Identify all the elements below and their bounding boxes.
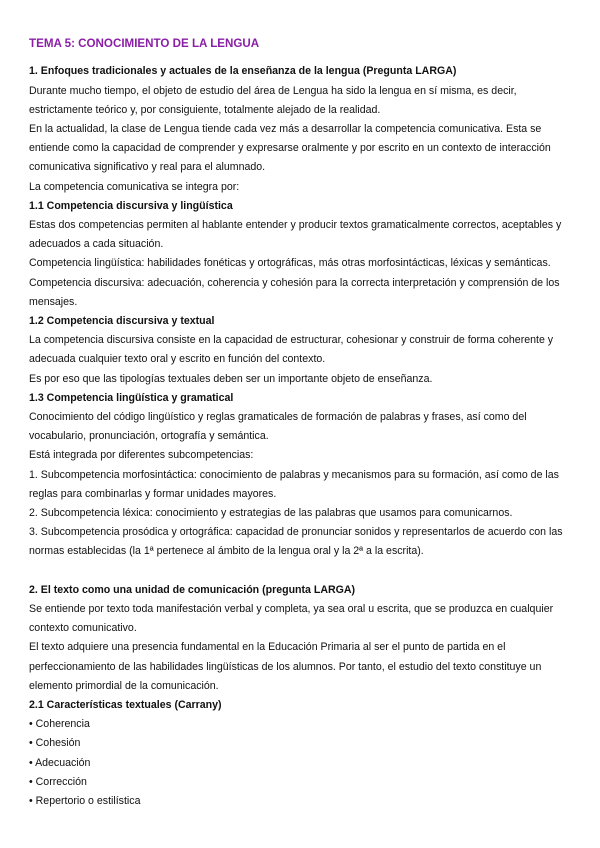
section-1-3-paragraph-1: Conocimiento del código lingüístico y reglas gramaticales de formación de palabras y frases, así como del vocabulario, pronunciación, ortografía y semántica.	[29, 410, 527, 443]
document-title: TEMA 5: CONOCIMIENTO DE LA LENGUA	[29, 37, 260, 50]
section-1-3-paragraph-2: Está integrada por diferentes subcompetencias:	[29, 449, 254, 462]
section-1-3-paragraph-3: 1. Subcompetencia morfosintáctica: conocimiento de palabras y mecanismos para su formación, así como de las reglas para combinarlas y formar unidades mayores.	[29, 468, 559, 500]
list-item: • Corrección	[29, 775, 87, 788]
list-item: • Adecuación	[29, 756, 91, 769]
list-item: • Cohesión	[29, 737, 81, 750]
section-spacer	[29, 562, 577, 581]
section-2-heading: 2. El texto como una unidad de comunicación (pregunta LARGA)	[29, 583, 356, 596]
section-1-3-paragraph-5: 3. Subcompetencia prosódica y ortográfica: capacidad de pronunciar sonidos y representarlos de acuerdo con las normas establecidas (la 1ª pertenece al ámbito de la lengua oral y la 2ª a la escrita).	[29, 526, 563, 558]
document-page	[29, 34, 577, 811]
section-1-3-heading: 1.3 Competencia lingüística y gramatical	[29, 391, 234, 404]
section-1-1-paragraph-2: Competencia lingüística: habilidades fonéticas y ortográficas, más otras morfosintácticas, léxicas y semánticas.	[29, 257, 551, 270]
section-1-heading: 1. Enfoques tradicionales y actuales de la enseñanza de la lengua (Pregunta LARGA)	[29, 65, 457, 78]
section-1-1-paragraph-3: Competencia discursiva: adecuación, coherencia y cohesión para la correcta interpretación y comprensión de los mensajes.	[29, 276, 560, 308]
section-1-2-paragraph-2: Es por eso que las tipologías textuales deben ser un importante objeto de enseñanza.	[29, 372, 433, 385]
section-1-2-heading: 1.2 Competencia discursiva y textual	[29, 314, 215, 327]
section-2-paragraph-2: El texto adquiere una presencia fundamental en la Educación Primaria al ser el punto de partida en el perfeccionamiento de las habilidades lingüísticas de los alumnos. Por tanto, el estudio del texto constituye un elemento primordial de la comunicación.	[29, 641, 542, 692]
section-1-1-paragraph-1: Estas dos competencias permiten al hablante entender y producir textos gramaticalmente correctos, aceptables y adecuados a cada situación.	[29, 218, 562, 251]
section-2-paragraph-1: Se entiende por texto toda manifestación verbal y completa, ya sea oral u escrita, que se produzca en cualquier contexto comunicativo.	[29, 602, 554, 635]
section-1-paragraph-1: Durante mucho tiempo, el objeto de estudio del área de Lengua ha sido la lengua en sí misma, es decir, estrictamente teórico y, por consiguiente, totalmente alejado de la realidad.	[29, 84, 517, 116]
section-1-1-heading: 1.1 Competencia discursiva y lingüística	[29, 199, 233, 212]
section-1-paragraph-3: La competencia comunicativa se integra por:	[29, 180, 240, 193]
section-1-paragraph-2: En la actualidad, la clase de Lengua tiende cada vez más a desarrollar la competencia comunicativa. Esta se entiende como la capacidad de comprender y expresarse oralmente y por escrito en un contexto de interacción comunicativa significativo y real para el alumnado.	[29, 122, 551, 174]
list-item: • Repertorio o estilística	[29, 795, 141, 807]
section-1-3-paragraph-4: 2. Subcompetencia léxica: conocimiento y estrategias de las palabras que usamos para comunicarnos.	[29, 506, 513, 519]
list-item: • Coherencia	[29, 718, 90, 731]
section-1-2-paragraph-1: La competencia discursiva consiste en la capacidad de estructurar, cohesionar y construir de forma coherente y adecuada cualquier texto oral y escrito en función del contexto.	[29, 334, 554, 366]
section-2-1-heading: 2.1 Características textuales (Carrany)	[29, 698, 222, 711]
characteristics-list	[29, 715, 577, 811]
